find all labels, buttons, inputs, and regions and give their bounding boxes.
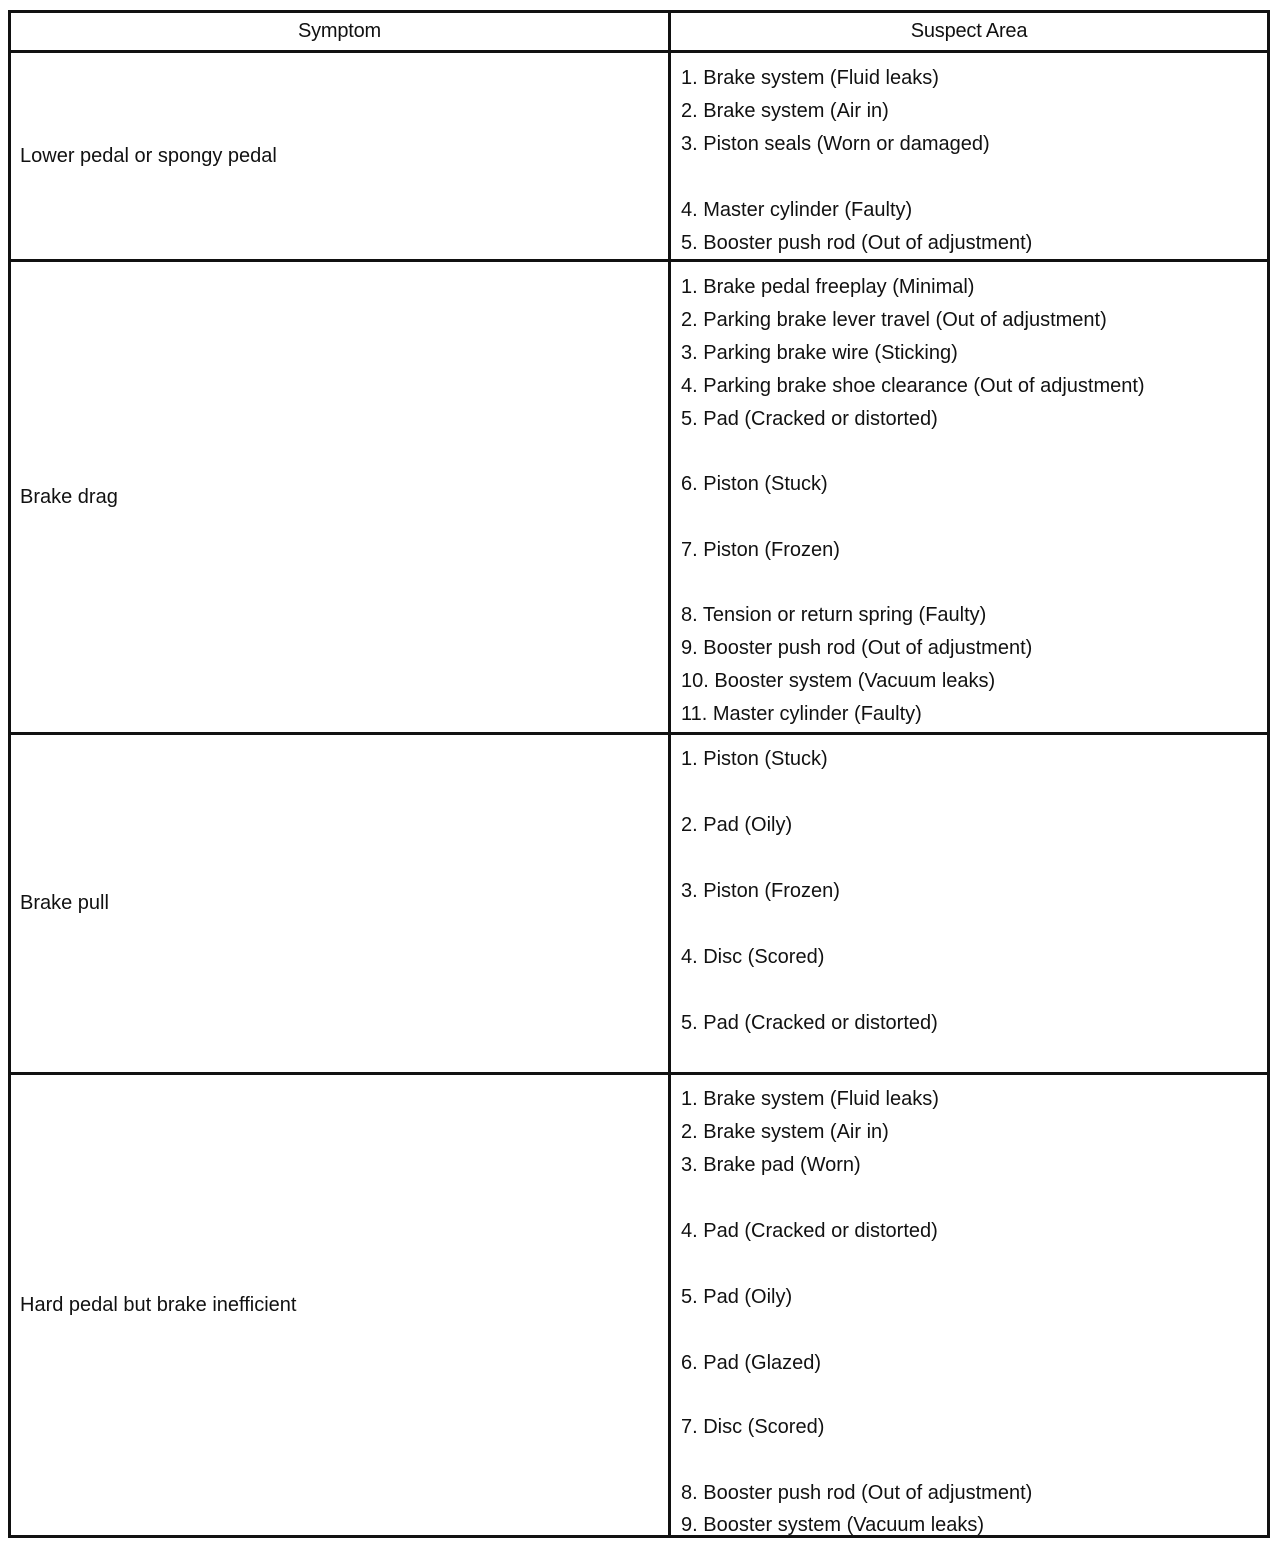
table-row xyxy=(10,261,1269,734)
suspect-area-cell xyxy=(670,261,1269,734)
header-row xyxy=(10,12,1269,52)
suspect-area-item: 5. Pad (Cracked or distorted) xyxy=(681,408,938,430)
symptom-cell: Brake pull xyxy=(10,734,670,1074)
suspect-area-item: 5. Pad (Cracked or distorted) xyxy=(681,1012,938,1034)
table-row xyxy=(10,734,1269,1074)
symptom-cell: Lower pedal or spongy pedal xyxy=(10,52,670,261)
suspect-area-item: 7. Disc (Scored) xyxy=(681,1416,825,1438)
suspect-area-item: 1. Brake pedal freeplay (Minimal) xyxy=(681,276,975,298)
suspect-area-item: 8. Tension or return spring (Faulty) xyxy=(681,604,987,626)
suspect-area-item: 11. Master cylinder (Faulty) xyxy=(681,703,922,725)
symptom-cell: Hard pedal but brake inefficient xyxy=(10,1074,670,1537)
suspect-area-item: 4. Parking brake shoe clearance (Out of adjustment) xyxy=(681,375,1145,397)
suspect-area-item: 4. Master cylinder (Faulty) xyxy=(681,199,913,221)
suspect-area-item: 2. Pad (Oily) xyxy=(681,814,793,836)
suspect-area-item: 1. Brake system (Fluid leaks) xyxy=(681,1088,939,1110)
table-row xyxy=(10,1074,1269,1537)
symptom-header: Symptom xyxy=(10,12,670,52)
suspect-area-item: 9. Booster system (Vacuum leaks) xyxy=(681,1514,985,1536)
suspect-area-item: 4. Pad (Cracked or distorted) xyxy=(681,1220,938,1242)
suspect-area-item: 8. Booster push rod (Out of adjustment) xyxy=(681,1482,1033,1504)
table-row xyxy=(10,52,1269,261)
suspect-area-item: 4. Disc (Scored) xyxy=(681,946,825,968)
suspect-area-item: 1. Brake system (Fluid leaks) xyxy=(681,67,939,89)
suspect-area-item: 3. Brake pad (Worn) xyxy=(681,1154,861,1176)
suspect-area-item: 5. Pad (Oily) xyxy=(681,1286,793,1308)
troubleshooting-table xyxy=(8,10,1270,1538)
suspect-area-cell xyxy=(670,1074,1269,1537)
suspect-area-item: 6. Piston (Stuck) xyxy=(681,473,828,495)
suspect-area-item: 3. Piston (Frozen) xyxy=(681,880,840,902)
suspect-area-item: 2. Parking brake lever travel (Out of adjustment) xyxy=(681,309,1107,331)
suspect-area-item: 2. Brake system (Air in) xyxy=(681,1121,889,1143)
suspect-area-item: 5. Booster push rod (Out of adjustment) xyxy=(681,232,1033,254)
suspect-area-item: 1. Piston (Stuck) xyxy=(681,748,828,770)
suspect-area-item: 2. Brake system (Air in) xyxy=(681,100,889,122)
suspect-area-item: 3. Parking brake wire (Sticking) xyxy=(681,342,958,364)
suspect-area-item: 10. Booster system (Vacuum leaks) xyxy=(681,670,996,692)
suspect-area-item: 6. Pad (Glazed) xyxy=(681,1352,822,1374)
symptom-cell: Brake drag xyxy=(10,261,670,734)
suspect-area-header: Suspect Area xyxy=(670,12,1269,52)
suspect-area-cell xyxy=(670,734,1269,1074)
suspect-area-item: 7. Piston (Frozen) xyxy=(681,539,840,561)
suspect-area-cell xyxy=(670,52,1269,261)
suspect-area-item: 3. Piston seals (Worn or damaged) xyxy=(681,133,990,155)
suspect-area-item: 9. Booster push rod (Out of adjustment) xyxy=(681,637,1033,659)
